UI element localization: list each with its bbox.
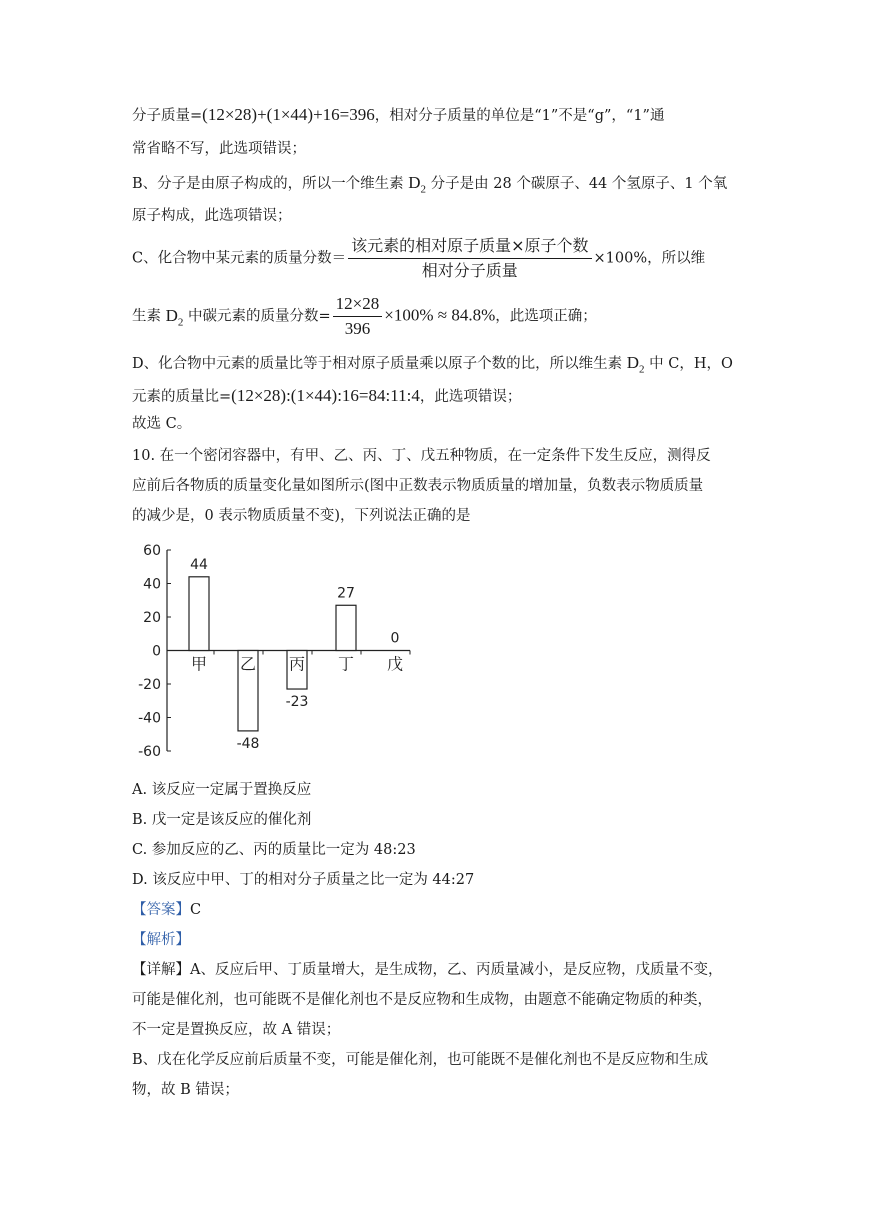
data-label: -23	[285, 694, 309, 711]
text: 中碳元素的质量分数=	[188, 308, 331, 325]
text: ×100%，所以维	[593, 250, 706, 267]
text: ，此选项正确；	[495, 308, 597, 325]
y-tick-label: 0	[152, 643, 161, 660]
analysis-tag: 【解析】	[132, 932, 190, 948]
text-line-9	[132, 414, 191, 434]
text-line-3	[132, 173, 727, 199]
text: 生素	[132, 308, 161, 325]
y-tick-label: 20	[143, 610, 161, 626]
detail-line-1	[132, 960, 722, 980]
category-label: 丙	[288, 654, 306, 674]
numerator: 该元素的相对原子质量×原子个数	[348, 236, 591, 259]
text: D. 该反应中甲、丁的相对分子质量之比一定为 44:27	[132, 872, 475, 888]
vitamin-letter: D	[626, 353, 640, 372]
text: 应前后各物质的质量变化量如图所示(图中正数表示物质质量的增加量，负数表示物质质量	[132, 478, 704, 494]
text: C、化合物中某元素的质量分数＝	[132, 250, 347, 267]
denominator: 396	[344, 319, 371, 338]
option-d	[132, 870, 474, 890]
text: 分子是由 28 个碳原子、44 个氢原子、1 个氧	[430, 176, 728, 192]
y-tick-label: -40	[138, 710, 161, 727]
y-tick-label: -60	[138, 744, 161, 760]
text: A、反应后甲、丁质量增大，是生成物，乙、丙质量减小，是反应物，戊质量不变，	[190, 962, 723, 978]
category-label: 戊	[386, 654, 404, 674]
text: 不一定是置换反应，故 A 错误；	[132, 1022, 341, 1038]
fraction-formula	[348, 236, 591, 281]
vitamin-subscript: 2	[177, 315, 184, 328]
y-tick-label: 40	[143, 576, 161, 593]
vitamin-symbol	[165, 305, 184, 328]
text: 元素的质量比=	[132, 389, 232, 405]
bar	[189, 577, 209, 651]
text: 原子构成，此选项错误；	[132, 208, 292, 224]
detail-line-2	[132, 990, 712, 1010]
text: A. 该反应一定属于置换反应	[132, 782, 312, 798]
category-label: 甲	[190, 654, 208, 674]
data-label: 27	[337, 585, 355, 602]
answer-tag: 【答案】	[132, 902, 190, 918]
text-line-1	[132, 105, 664, 126]
vitamin-letter: D	[165, 305, 178, 325]
text: 常省略不写，此选项错误；	[132, 141, 306, 157]
vitamin-letter: D	[408, 173, 421, 192]
detail-line-3	[132, 1020, 340, 1040]
text: B. 戊一定是该反应的催化剂	[132, 812, 312, 828]
text: 分子质量=	[132, 108, 203, 124]
answer-value: C	[190, 902, 202, 918]
y-tick-label: 60	[143, 543, 161, 559]
detail-line-4	[132, 1050, 708, 1070]
text: 可能是催化剂，也可能既不是催化剂也不是反应物和生成物，由题意不能确定物质的种类，	[132, 992, 712, 1008]
text: B、戊在化学反应前后质量不变，可能是催化剂，也可能既不是催化剂也不是反应物和生成	[132, 1052, 709, 1068]
vitamin-symbol	[408, 173, 427, 196]
numerator: 12×28	[333, 294, 383, 317]
y-tick-label: -20	[138, 677, 161, 693]
text-line-5	[132, 236, 705, 281]
text: 物，故 B 错误；	[132, 1082, 239, 1098]
formula: (12×28):(1×44):16=84:11:4	[231, 386, 420, 405]
question-line-2	[132, 476, 703, 496]
data-label: 0	[390, 630, 400, 647]
vitamin-subscript: 2	[639, 363, 645, 376]
text: 10. 在一个密闭容器中，有甲、乙、丙、丁、戊五种物质，在一定条件下发生反应，测得反	[132, 448, 711, 464]
formula: ×100% ≈ 84.8%	[384, 305, 496, 325]
vitamin-symbol	[626, 353, 645, 376]
category-label: 丁	[337, 654, 355, 674]
text-line-8	[132, 386, 521, 407]
vitamin-subscript: 2	[420, 183, 427, 196]
bar	[336, 605, 356, 650]
data-label: 44	[190, 556, 208, 573]
detail-tag: 【详解】	[132, 962, 190, 978]
text: D、化合物中元素的质量比等于相对原子质量乘以原子个数的比，所以维生素	[132, 356, 623, 372]
bar-chart	[112, 535, 422, 760]
text: B、分子是由原子构成的，所以一个维生素	[132, 176, 404, 192]
text-line-6	[132, 294, 597, 339]
option-c	[132, 840, 416, 860]
option-b	[132, 810, 311, 830]
text: 故选 C。	[132, 416, 192, 432]
formula: (12×28)+(1×44)+16=396	[202, 105, 375, 124]
question-line-1	[132, 446, 711, 466]
text: C. 参加反应的乙、丙的质量比一定为 48:23	[132, 842, 416, 858]
analysis-tag-line	[132, 930, 190, 950]
text: 的减少是，0 表示物质质量不变)，下列说法正确的是	[132, 508, 471, 524]
denominator: 相对分子质量	[421, 261, 518, 280]
text-line-2	[132, 139, 306, 159]
category-label: 乙	[239, 654, 257, 674]
question-line-3	[132, 506, 471, 526]
text: ，此选项错误；	[419, 389, 522, 405]
detail-line-5	[132, 1080, 239, 1100]
text: 中 C，H，O	[649, 356, 733, 372]
text: ，相对分子质量的单位是“1”不是“g”，“1”通	[374, 108, 665, 124]
text-line-4	[132, 206, 292, 226]
text-line-7	[132, 353, 733, 379]
chart-layer	[138, 543, 410, 760]
answer-line	[132, 900, 201, 920]
data-label: -48	[236, 735, 260, 752]
option-a	[132, 780, 311, 800]
fraction-carbon	[333, 294, 383, 339]
